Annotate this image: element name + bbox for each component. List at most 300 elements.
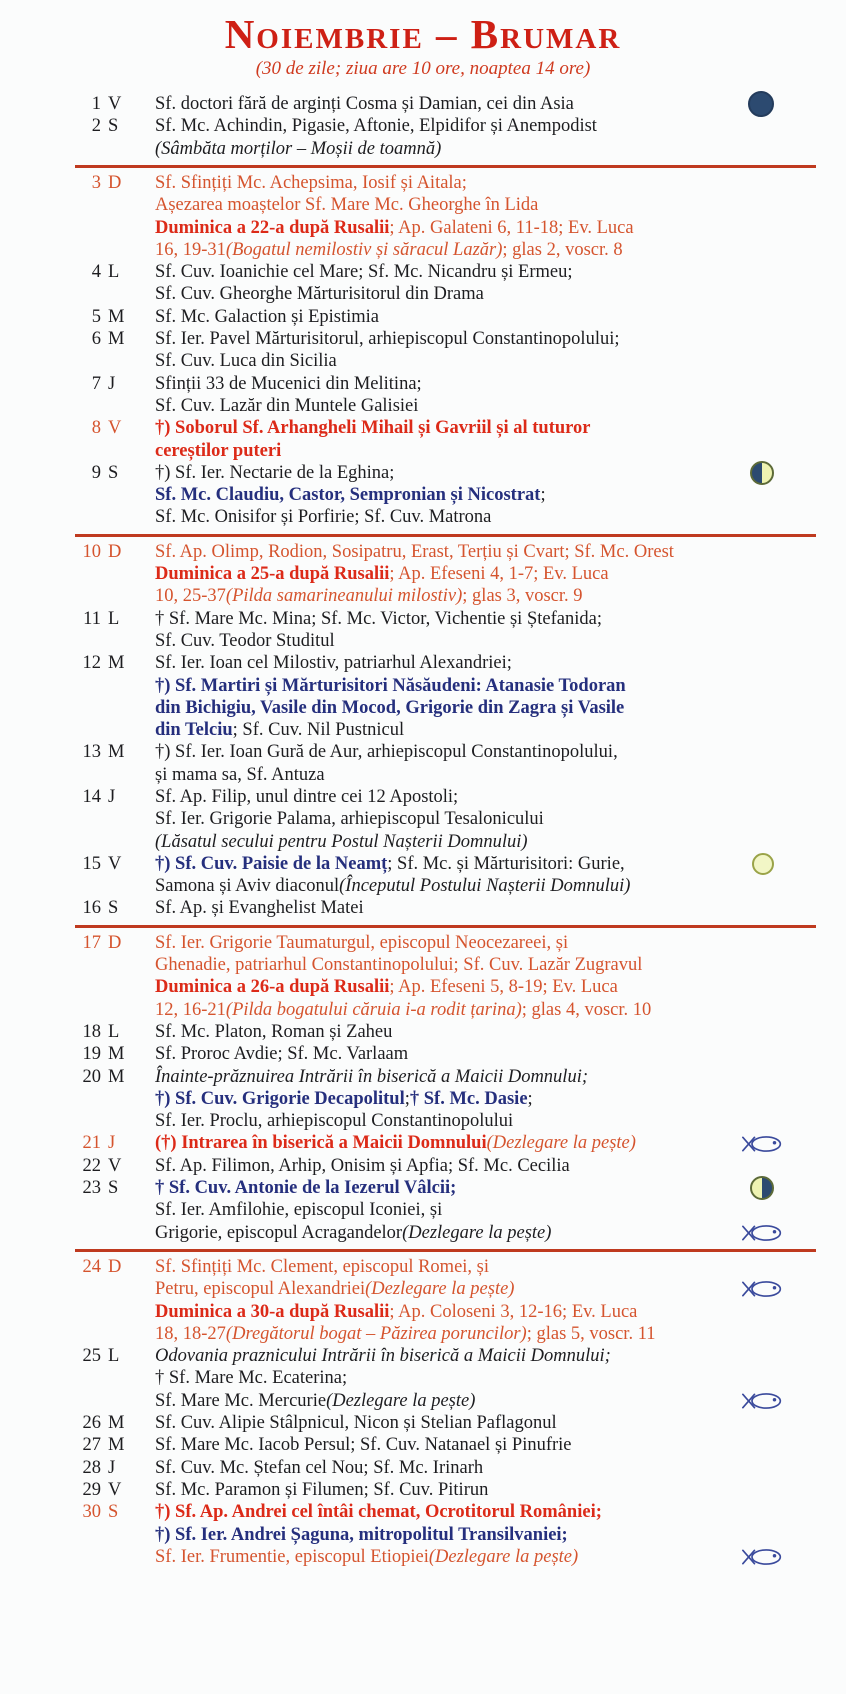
entry-line (155, 261, 826, 283)
day-label (0, 261, 155, 306)
day-number: 7 (91, 373, 101, 394)
day-label (0, 373, 155, 418)
day-entries (155, 328, 846, 373)
day-entries (155, 1043, 846, 1065)
saint-entry-text: Samona și Aviv diaconul (155, 876, 340, 897)
saint-entry-text: Sf. Ier. Frumentie, episcopul Etiopiei (155, 1546, 429, 1567)
saint-entry-text: Sf. Mc. Galaction și Epistimia (155, 306, 380, 327)
weekday-letter: M (108, 653, 125, 674)
day-label (0, 328, 155, 373)
day-number: 4 (91, 262, 101, 283)
day-entries (155, 1177, 846, 1244)
day-row (0, 1457, 846, 1479)
saint-entry-text: Sf. Mare Mc. Iacob Persul; Sf. Cuv. Natanael și Pinufrie (155, 1435, 572, 1456)
day-entries (155, 897, 846, 919)
saint-entry-text: Sf. Ap. Filimon, Arhip, Onisim și Apfia; Sf. Mc. Cecilia (155, 1155, 570, 1176)
saint-entry-text: † Sf. Cuv. Antonie de la Iezerul Vâlcii; (155, 1178, 457, 1199)
sunday-separator-line (75, 534, 816, 537)
entry-line (155, 462, 826, 484)
entry-line (155, 1479, 826, 1501)
day-entries (155, 172, 846, 261)
fish-icon (740, 1391, 784, 1411)
day-number: 12 (82, 653, 101, 674)
entry-line (155, 630, 826, 652)
day-entries (155, 1479, 846, 1501)
entry-line (155, 1301, 826, 1323)
saint-entry-text: Duminica a 26-a după Rusalii (155, 977, 390, 998)
saint-entry-text: ; glas 5, voscr. 11 (526, 1323, 656, 1344)
day-number: 29 (82, 1479, 101, 1500)
saint-entry-text: Sf. Cuv. Alipie Stâlpnicul, Nicon și Stelian Paflagonul (155, 1413, 557, 1434)
saint-entry-text: ; Ap. Galateni 6, 11-18; Ev. Luca (389, 217, 634, 238)
saint-entry-text: Sf. Cuv. Teodor Studitul (155, 630, 335, 651)
saint-entry-text: †) Soborul Sf. Arhangheli Mihail și Gavriil și al tuturor (155, 418, 591, 439)
day-row (0, 328, 846, 373)
day-label (0, 853, 155, 898)
fish-icon (740, 1279, 784, 1299)
saint-entry-text: Sf. doctori fără de arginți Cosma și Damian, cei din Asia (155, 94, 574, 115)
weekday-letter: S (108, 462, 119, 483)
weekday-letter: V (108, 94, 122, 115)
saint-entry-text: Sf. Mc. Onisifor și Porfirie; Sf. Cuv. Matrona (155, 507, 492, 528)
entry-line (155, 1177, 826, 1199)
saint-entry-text: Sf. Ap. Filip, unul dintre cei 12 Apostoli; (155, 787, 459, 807)
day-row (0, 1177, 846, 1244)
weekday-letter: L (108, 608, 120, 629)
saint-entry-text: (Pilda samarineanului milostiv) (225, 586, 463, 607)
day-label (0, 1412, 155, 1434)
saint-entry-text: (Sâmbăta morților – Moșii de toamnă) (155, 138, 442, 159)
saint-entry-text: (Dezlegare la pește) (486, 1133, 636, 1154)
day-entries (155, 462, 846, 529)
saint-entry-text: Sf. Cuv. Mc. Ștefan cel Nou; Sf. Mc. Irinarh (155, 1457, 484, 1478)
day-label (0, 652, 155, 741)
entry-line (155, 239, 826, 261)
entry-line (155, 1457, 826, 1479)
saint-entry-text: (Începutul Postului Nașterii Domnului) (339, 876, 631, 897)
day-entries (155, 652, 846, 741)
saint-entry-text: Sf. Mare Mc. Mercurie (155, 1390, 327, 1411)
saint-entry-text: Sf. Sfințiți Mc. Clement, episcopul Romei, și (155, 1256, 490, 1277)
new-moon-icon (748, 91, 774, 117)
day-label (0, 1155, 155, 1177)
saint-entry-text: †) Sf. Ier. Andrei Șaguna, mitropolitul Transilvaniei; (155, 1524, 568, 1545)
day-label (0, 1132, 155, 1154)
day-number: 6 (91, 329, 101, 350)
day-row (0, 1412, 846, 1434)
weekday-letter: L (108, 1021, 120, 1042)
saint-entry-text: †) Sf. Martiri și Mărturisitori Năsăudeni: Atanasie Todoran (155, 675, 626, 696)
saint-entry-text: Grigorie, episcopul Acragandelor (155, 1222, 403, 1243)
saint-entry-text: †) Sf. Ier. Ioan Gură de Aur, arhiepiscopul Constantinopolului, (155, 742, 618, 763)
entry-line (155, 652, 826, 674)
day-label (0, 306, 155, 328)
day-entries (155, 741, 846, 786)
day-row (0, 741, 846, 786)
page-subtitle: (30 de zile; ziua are 10 ore, noaptea 14 ore) (255, 58, 591, 80)
saint-entry-text: Sf. Ap. Olimp, Rodion, Sosipatru, Erast, Terțiu și Cvart; Sf. Mc. Orest (155, 541, 674, 562)
entry-line (155, 1501, 826, 1523)
day-number: 1 (91, 94, 101, 115)
page-title: Noiembrie – Brumar (224, 11, 622, 57)
saint-entry-text: Sf. Mc. Paramon și Filumen; Sf. Cuv. Pitirun (155, 1479, 489, 1500)
saint-entry-text: Sf. Cuv. Ioanichie cel Mare; Sf. Mc. Nicandru și Ermeu; (155, 262, 573, 283)
saint-entry-text: ; (404, 1088, 410, 1109)
saint-entry-text: ; glas 2, voscr. 8 (502, 239, 623, 260)
day-number: 26 (82, 1413, 101, 1434)
saint-entry-text: (Dezlegare la pește) (326, 1390, 476, 1411)
entry-line (155, 786, 826, 808)
day-number: 17 (82, 932, 101, 953)
entry-line (155, 1256, 826, 1278)
sunday-separator-line (75, 165, 816, 168)
entry-line (155, 853, 826, 875)
entry-line (155, 138, 826, 160)
day-entries (155, 786, 846, 853)
saint-entry-text: (Dezlegare la pește) (402, 1222, 552, 1243)
saint-entry-text: (Dregătorul bogat – Păzirea poruncilor) (225, 1323, 527, 1344)
weekday-letter: M (108, 306, 125, 327)
saint-entry-text: Sf. Ier. Pavel Mărturisitorul, arhiepiscopul Constantinopolului; (155, 329, 620, 350)
entry-line (155, 328, 826, 350)
day-row (0, 306, 846, 328)
day-number: 8 (91, 418, 101, 439)
saint-entry-text: Sf. Mc. Claudiu, Castor, Sempronian și Nicostrat (155, 485, 541, 506)
day-row (0, 261, 846, 306)
day-number: 24 (82, 1256, 101, 1277)
entry-line (155, 585, 826, 607)
day-label (0, 115, 155, 160)
entry-line (155, 932, 826, 954)
day-row (0, 1434, 846, 1456)
day-entries (155, 1457, 846, 1479)
entry-line (155, 808, 826, 830)
saint-entry-text: † Sf. Mc. Dasie (409, 1088, 528, 1109)
entry-line (155, 283, 826, 305)
entry-line (155, 764, 826, 786)
entry-line (155, 697, 826, 719)
saint-entry-text: Sf. Ier. Proclu, arhiepiscopul Constantinopolului (155, 1111, 514, 1132)
entry-line (155, 506, 826, 528)
day-number: 10 (82, 541, 101, 562)
entry-line (155, 608, 826, 630)
entry-line (155, 350, 826, 372)
day-row (0, 115, 846, 160)
saint-entry-text: ; Sf. Mc. și Mărturisitori: Gurie, (387, 853, 625, 874)
saint-entry-text: Sf. Cuv. Luca din Sicilia (155, 351, 337, 372)
day-row (0, 1132, 846, 1154)
full-moon-icon (752, 853, 774, 875)
day-label (0, 932, 155, 1021)
entry-line (155, 484, 826, 506)
entry-line (155, 1524, 826, 1546)
day-row (0, 373, 846, 418)
saint-entry-text: Sf. Proroc Avdie; Sf. Mc. Varlaam (155, 1044, 409, 1065)
saint-entry-text: Sf. Mc. Achindin, Pigasie, Aftonie, Elpidifor și Anempodist (155, 116, 597, 137)
saint-entry-text: Ghenadie, patriarhul Constantinopolului; Sf. Cuv. Lazăr Zugravul (155, 955, 643, 976)
entry-line (155, 395, 826, 417)
entry-line (155, 741, 826, 763)
day-entries (155, 1021, 846, 1043)
saint-entry-text: (†) Intrarea în biserică a Maicii Domnului (155, 1133, 487, 1154)
weekday-letter: D (108, 541, 122, 562)
saint-entry-text: Sf. Cuv. Lazăr din Muntele Galisiei (155, 395, 419, 416)
entry-line (155, 675, 826, 697)
entry-line (155, 373, 826, 395)
entry-line (155, 1434, 826, 1456)
day-number: 13 (82, 742, 101, 763)
weekday-letter: V (108, 1479, 122, 1500)
saint-entry-text: (Dezlegare la pește) (428, 1546, 579, 1567)
day-number: 20 (82, 1066, 101, 1087)
weekday-letter: D (108, 932, 122, 953)
day-number: 28 (82, 1457, 101, 1478)
saint-entry-text: (Lăsatul secului pentru Postul Nașterii Domnului) (155, 831, 528, 852)
day-row (0, 608, 846, 653)
calendar-header (0, 0, 846, 80)
entry-line (155, 115, 826, 137)
day-number: 11 (83, 608, 101, 629)
entry-line (155, 976, 826, 998)
weekday-letter: S (108, 1502, 119, 1523)
day-label (0, 1256, 155, 1345)
sunday-separator-line (75, 925, 816, 928)
day-number: 19 (82, 1044, 101, 1065)
weekday-letter: V (108, 1155, 122, 1176)
entry-line (155, 1199, 826, 1221)
day-row (0, 93, 846, 115)
saint-entry-text: Duminica a 30-a după Rusalii (155, 1301, 390, 1322)
weekday-letter: M (108, 742, 125, 763)
entry-line (155, 1412, 826, 1434)
day-label (0, 1066, 155, 1133)
day-row (0, 1066, 846, 1133)
day-entries (155, 1066, 846, 1133)
weekday-letter: M (108, 1044, 125, 1065)
day-row (0, 1479, 846, 1501)
weekday-letter: D (108, 1256, 122, 1277)
saint-entry-text: Sfinții 33 de Mucenici din Melitina; (155, 373, 422, 394)
first-quarter-moon-icon (750, 461, 774, 485)
entry-line (155, 172, 826, 194)
last-quarter-moon-icon (750, 1176, 774, 1200)
sunday-separator-line (75, 1249, 816, 1252)
saint-entry-text: Sf. Ier. Grigorie Taumaturgul, episcopul Neocezareei, și (155, 932, 569, 953)
saint-entry-text: 10, 25-37 (155, 586, 226, 607)
weekday-letter: J (108, 373, 116, 394)
day-label (0, 462, 155, 529)
entry-line (155, 831, 826, 853)
weekday-letter: D (108, 172, 122, 193)
day-entries (155, 608, 846, 653)
day-number: 15 (82, 853, 101, 874)
day-entries (155, 261, 846, 306)
day-entries (155, 932, 846, 1021)
day-row (0, 1345, 846, 1412)
entry-line (155, 719, 826, 741)
day-number: 16 (82, 898, 101, 919)
entry-line (155, 1066, 826, 1088)
entry-line (155, 1278, 826, 1300)
saint-entry-text: ; (540, 485, 546, 506)
saint-entry-text: din Telciu (155, 720, 233, 741)
weekday-letter: L (108, 1346, 120, 1367)
day-label (0, 897, 155, 919)
day-number: 27 (82, 1435, 101, 1456)
day-number: 25 (82, 1346, 101, 1367)
weekday-letter: V (108, 853, 122, 874)
entry-line (155, 1367, 826, 1389)
day-number: 3 (91, 172, 101, 193)
saint-entry-text: Sf. Mc. Platon, Roman și Zaheu (155, 1021, 393, 1042)
weekday-letter: J (108, 787, 116, 807)
saint-entry-text: Odovania praznicului Intrării în biserică a Maicii Domnului; (155, 1346, 611, 1367)
entry-line (155, 999, 826, 1021)
day-number: 2 (91, 116, 101, 137)
saint-entry-text: și mama sa, Sf. Antuza (155, 764, 325, 785)
weekday-letter: S (108, 1178, 119, 1199)
saint-entry-text: 16, 19-31 (155, 239, 226, 260)
weekday-letter: J (108, 1457, 116, 1478)
saint-entry-text: ; Ap. Efeseni 5, 8-19; Ev. Luca (389, 977, 618, 998)
day-entries (155, 1412, 846, 1434)
entry-line (155, 1132, 826, 1154)
entry-line (155, 1222, 826, 1244)
day-row (0, 652, 846, 741)
day-label (0, 541, 155, 608)
saint-entry-text: ; Sf. Cuv. Nil Pustnicul (232, 720, 405, 741)
saint-entry-text: Duminica a 25-a după Rusalii (155, 564, 390, 585)
saint-entry-text: †) Sf. Ier. Nectarie de la Eghina; (155, 462, 395, 483)
saint-entry-text: (Pilda bogatului căruia i-a rodit țarina) (225, 999, 522, 1020)
fish-icon (740, 1223, 784, 1243)
day-number: 14 (82, 787, 101, 807)
saint-entry-text: † Sf. Mare Mc. Ecaterina; (155, 1368, 348, 1389)
day-row (0, 897, 846, 919)
day-entries (155, 541, 846, 608)
day-label (0, 1479, 155, 1501)
day-entries (155, 853, 846, 898)
entry-line (155, 93, 826, 115)
saint-entry-text: Duminica a 22-a după Rusalii (155, 217, 390, 238)
day-label (0, 1021, 155, 1043)
saint-entry-text: Sf. Ap. și Evanghelist Matei (155, 898, 364, 919)
entry-line (155, 1345, 826, 1367)
day-row (0, 853, 846, 898)
entry-line (155, 954, 826, 976)
saint-entry-text: Sf. Ier. Ioan cel Milostiv, patriarhul Alexandriei; (155, 653, 512, 674)
weekday-letter: V (108, 418, 122, 439)
entry-line (155, 194, 826, 216)
day-row (0, 1043, 846, 1065)
saint-entry-text: ; glas 3, voscr. 9 (462, 586, 583, 607)
saint-entry-text: ; Ap. Coloseni 3, 12-16; Ev. Luca (389, 1301, 638, 1322)
weekday-letter: S (108, 116, 119, 137)
day-label (0, 1043, 155, 1065)
day-number: 18 (82, 1021, 101, 1042)
day-number: 5 (91, 306, 101, 327)
saint-entry-text: ; (527, 1088, 533, 1109)
day-label (0, 93, 155, 115)
saint-entry-text: 18, 18-27 (155, 1323, 226, 1344)
day-row (0, 172, 846, 261)
saint-entry-text: ; Ap. Efeseni 4, 1-7; Ev. Luca (389, 564, 609, 585)
day-number: 21 (82, 1133, 101, 1154)
day-entries (155, 93, 846, 115)
entry-line (155, 1323, 826, 1345)
day-row (0, 462, 846, 529)
entry-line (155, 1021, 826, 1043)
saint-entry-text: (Dezlegare la pește) (365, 1279, 515, 1300)
month-day-list (0, 93, 846, 1568)
day-row (0, 1155, 846, 1177)
saint-entry-text: cereștilor puteri (155, 440, 282, 461)
entry-line (155, 1088, 826, 1110)
day-number: 23 (82, 1178, 101, 1199)
entry-line (155, 541, 826, 563)
day-label (0, 786, 155, 853)
saint-entry-text: Sf. Sfințiți Mc. Achepsima, Iosif și Aitala; (155, 172, 467, 193)
day-entries (155, 417, 846, 462)
fish-icon (740, 1547, 784, 1567)
saint-entry-text: Sf. Cuv. Gheorghe Mărturisitorul din Drama (155, 284, 484, 305)
day-label (0, 1501, 155, 1568)
weekday-letter: L (108, 262, 120, 283)
day-entries (155, 1155, 846, 1177)
entry-line (155, 417, 826, 439)
saint-entry-text: 12, 16-21 (155, 999, 226, 1020)
entry-line (155, 875, 826, 897)
weekday-letter: J (108, 1133, 116, 1154)
day-number: 30 (82, 1502, 101, 1523)
day-row (0, 1256, 846, 1345)
day-label (0, 608, 155, 653)
entry-line (155, 1043, 826, 1065)
entry-line (155, 897, 826, 919)
saint-entry-text: din Bichigiu, Vasile din Mocod, Grigorie din Zagra și Vasile (155, 697, 625, 718)
day-entries (155, 1256, 846, 1345)
day-label (0, 1434, 155, 1456)
entry-line (155, 306, 826, 328)
saint-entry-text: † Sf. Mare Mc. Mina; Sf. Mc. Victor, Vichentie și Ștefanida; (155, 608, 602, 629)
day-row (0, 932, 846, 1021)
day-label (0, 1457, 155, 1479)
day-row (0, 786, 846, 853)
saint-entry-text: †) Sf. Cuv. Grigorie Decapolitul (155, 1088, 405, 1109)
saint-entry-text: Sf. Ier. Amfilohie, episcopul Iconiei, și (155, 1200, 443, 1221)
entry-line (155, 440, 826, 462)
day-entries (155, 1434, 846, 1456)
day-label (0, 741, 155, 786)
saint-entry-text: Așezarea moaștelor Sf. Mare Mc. Gheorghe în Lida (155, 195, 539, 216)
entry-line (155, 563, 826, 585)
entry-line (155, 217, 826, 239)
day-row (0, 417, 846, 462)
weekday-letter: M (108, 329, 125, 350)
entry-line (155, 1546, 826, 1568)
entry-line (155, 1110, 826, 1132)
saint-entry-text: Sf. Ier. Grigorie Palama, arhiepiscopul Tesalonicului (155, 809, 544, 830)
day-entries (155, 373, 846, 418)
weekday-letter: M (108, 1413, 125, 1434)
day-label (0, 1177, 155, 1244)
weekday-letter: M (108, 1435, 125, 1456)
fish-icon (740, 1134, 784, 1154)
day-entries (155, 1501, 846, 1568)
day-entries (155, 115, 846, 160)
saint-entry-text: Petru, episcopul Alexandriei (155, 1279, 366, 1300)
saint-entry-text: ; glas 4, voscr. 10 (521, 999, 652, 1020)
